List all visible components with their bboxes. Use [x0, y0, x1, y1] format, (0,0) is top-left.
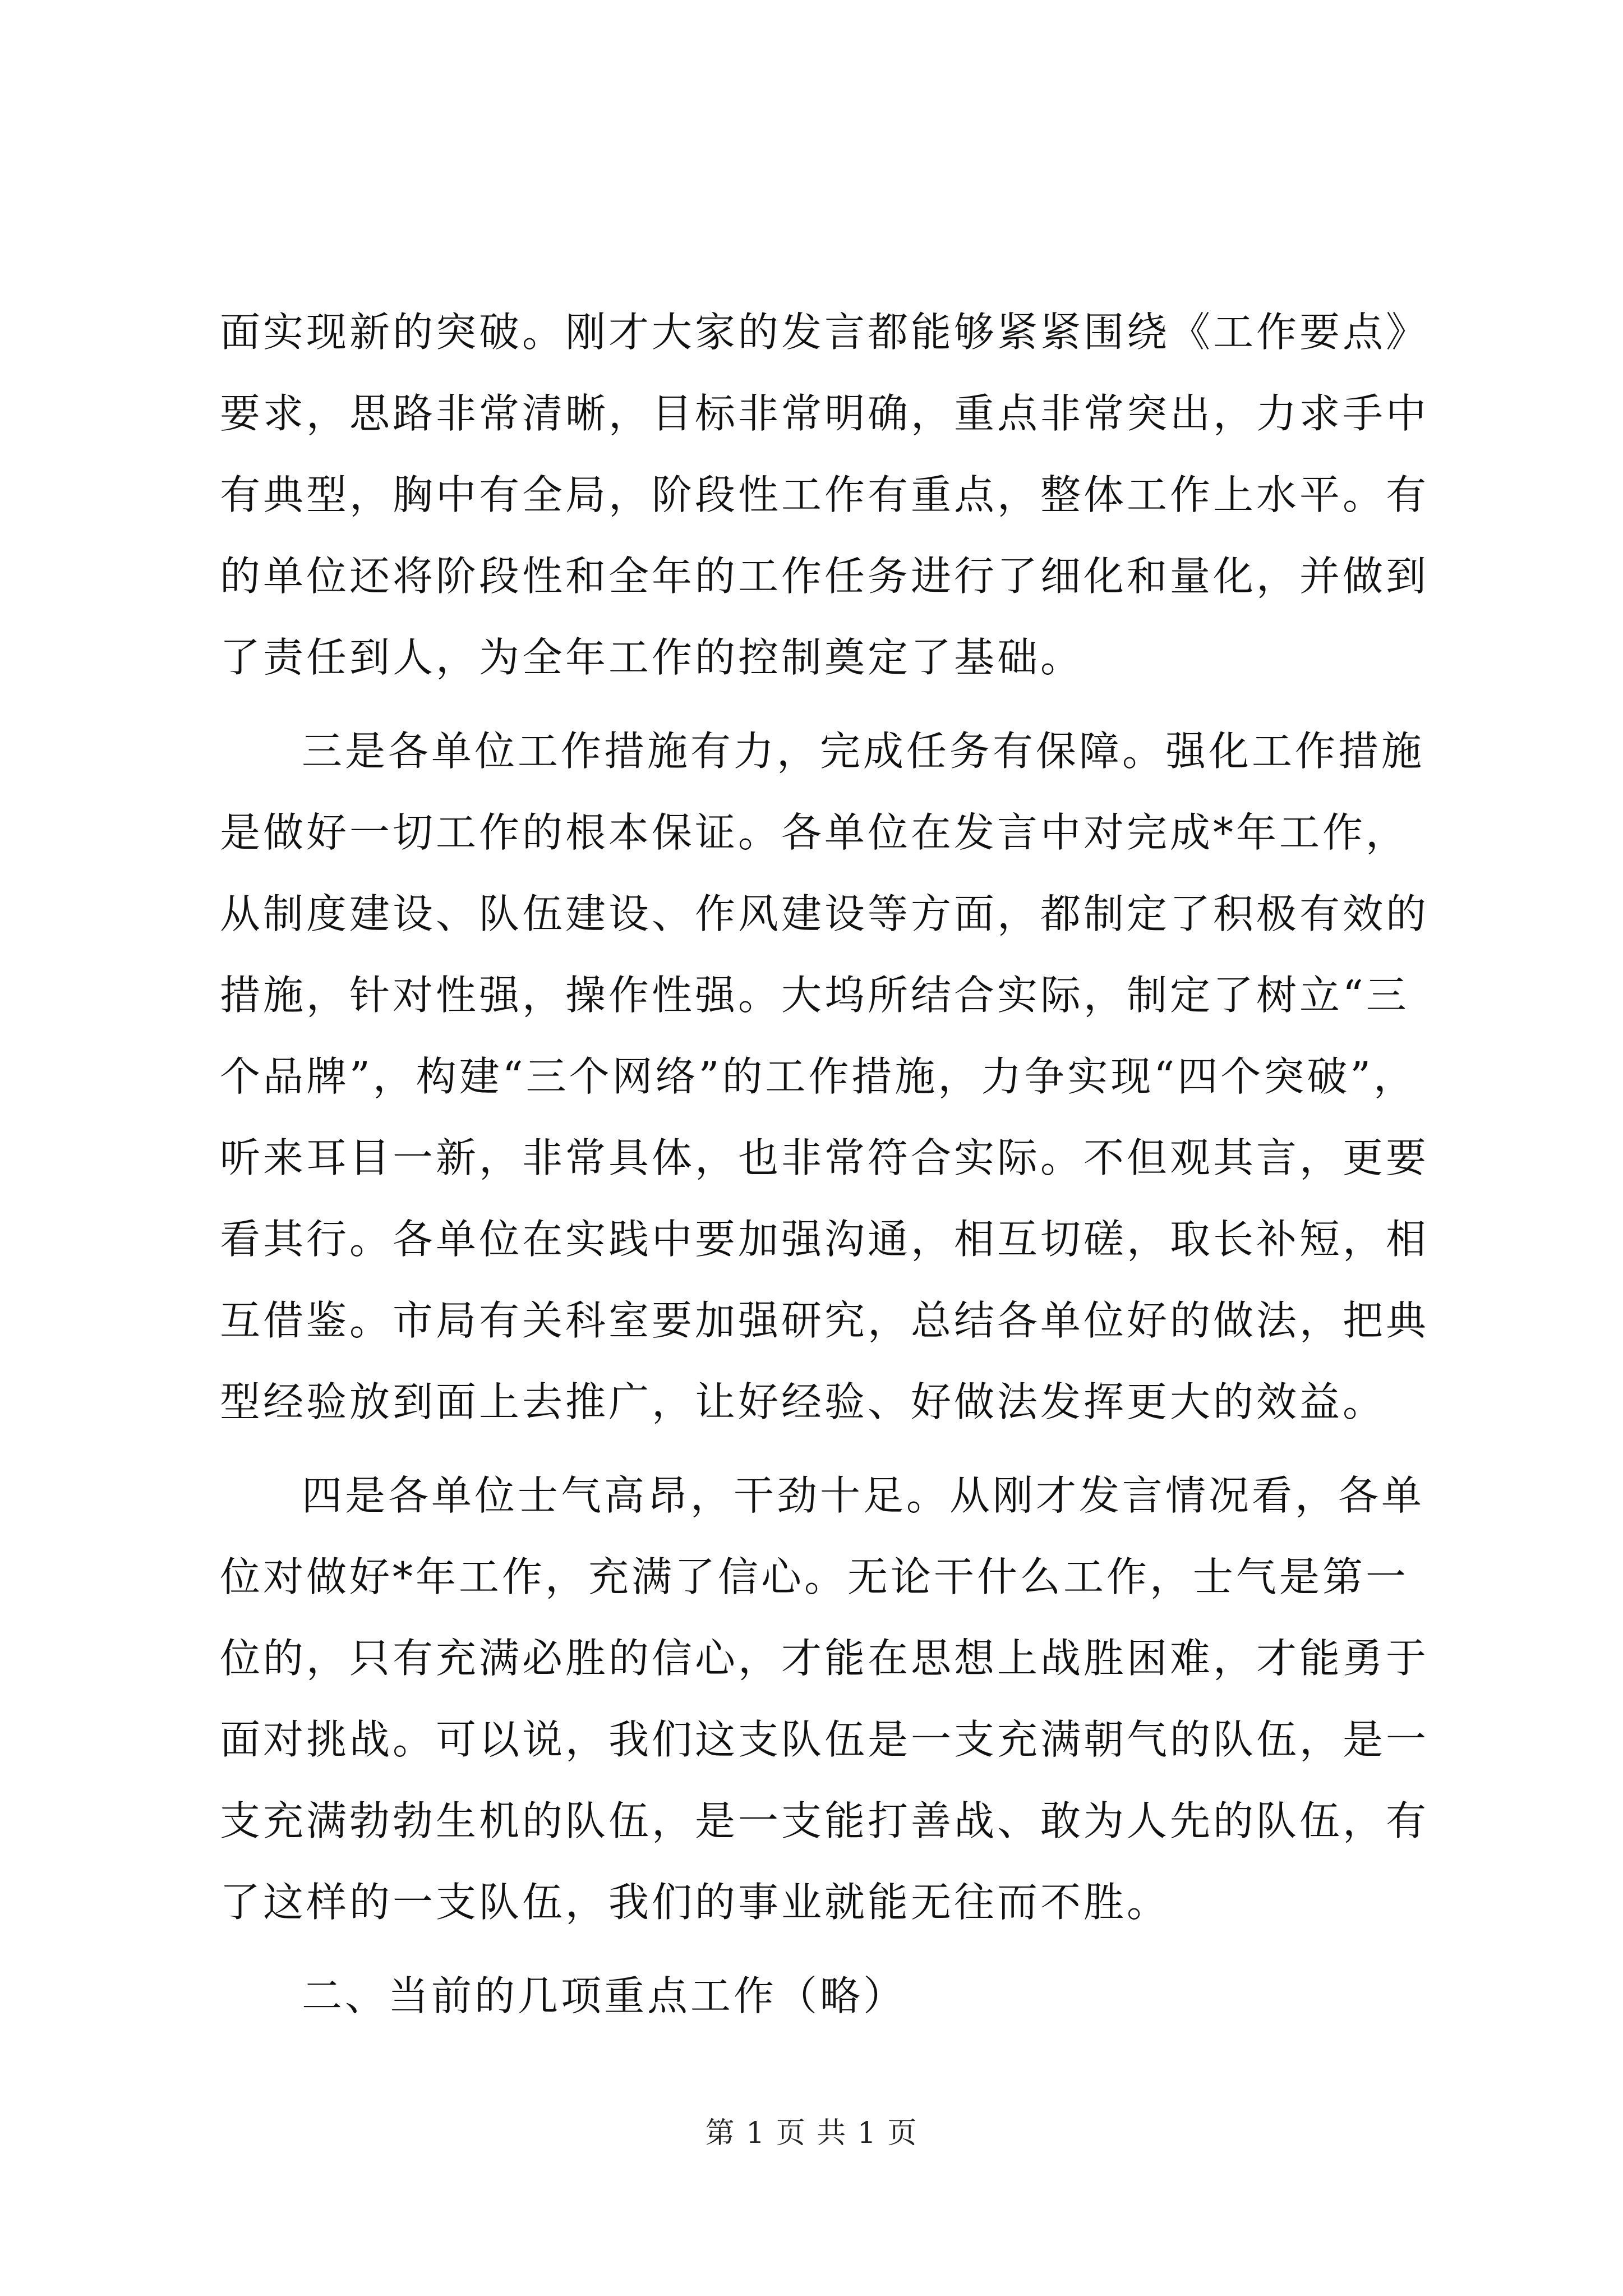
text-line: 个品牌”，构建“三个网络”的工作措施，力争实现“四个突破”， — [220, 1053, 1417, 1100]
text-line: 了这样的一支队伍，我们的事业就能无往而不胜。 — [220, 1879, 1170, 1926]
page-footer: 第 1 页 共 1 页 — [705, 2116, 918, 2150]
paragraph — [220, 1955, 1442, 2037]
text-line: 三是各单位工作措施有力，完成任务有保障。强化工作措施 — [302, 728, 1425, 775]
text-line: 有典型，胸中有全局，阶段性工作有重点，整体工作上水平。有 — [220, 471, 1430, 518]
text-line: 二、当前的几项重点工作（略） — [302, 1972, 907, 2019]
text-line: 看其行。各单位在实践中要加强沟通，相互切磋，取长补短，相 — [220, 1216, 1430, 1263]
text-line: 支充满勃勃生机的队伍，是一支能打善战、敢为人先的队伍，有 — [220, 1797, 1430, 1844]
text-line: 的单位还将阶段性和全年的工作任务进行了细化和量化，并做到 — [220, 553, 1430, 600]
text-line: 面实现新的突破。刚才大家的发言都能够紧紧围绕《工作要点》 — [220, 309, 1430, 356]
text-line: 互借鉴。市局有关科室要加强研究，总结各单位好的做法，把典 — [220, 1297, 1430, 1344]
text-line: 型经验放到面上去推广，让好经验、好做法发挥更大的效益。 — [220, 1378, 1386, 1425]
text-line: 了责任到人，为全年工作的控制奠定了基础。 — [220, 634, 1084, 681]
text-line: 位对做好*年工作，充满了信心。无论干什么工作，士气是第一 — [220, 1553, 1409, 1600]
paragraph — [220, 292, 1442, 698]
paragraph-gap — [220, 1943, 1442, 1955]
text-line: 是做好一切工作的根本保证。各单位在发言中对完成*年工作， — [220, 809, 1409, 856]
paragraph-gap — [220, 698, 1442, 711]
text-line: 面对挑战。可以说，我们这支队伍是一支充满朝气的队伍，是一 — [220, 1716, 1430, 1763]
text-line: 措施，针对性强，操作性强。大坞所结合实际，制定了树立“三 — [220, 972, 1409, 1019]
paragraph — [220, 1455, 1442, 1943]
text-line: 要求，思路非常清晰，目标非常明确，重点非常突出，力求手中 — [220, 390, 1430, 437]
paragraph — [220, 711, 1442, 1443]
text-line: 位的，只有充满必胜的信心，才能在思想上战胜困难，才能勇于 — [220, 1635, 1430, 1682]
document-body — [220, 292, 1442, 2037]
text-line: 听来耳目一新，非常具体，也非常符合实际。不但观其言，更要 — [220, 1134, 1430, 1181]
paragraph-gap — [220, 1443, 1442, 1455]
text-line: 四是各单位士气高昂，干劲十足。从刚才发言情况看，各单 — [302, 1472, 1425, 1519]
text-line: 从制度建设、队伍建设、作风建设等方面，都制定了积极有效的 — [220, 890, 1430, 937]
